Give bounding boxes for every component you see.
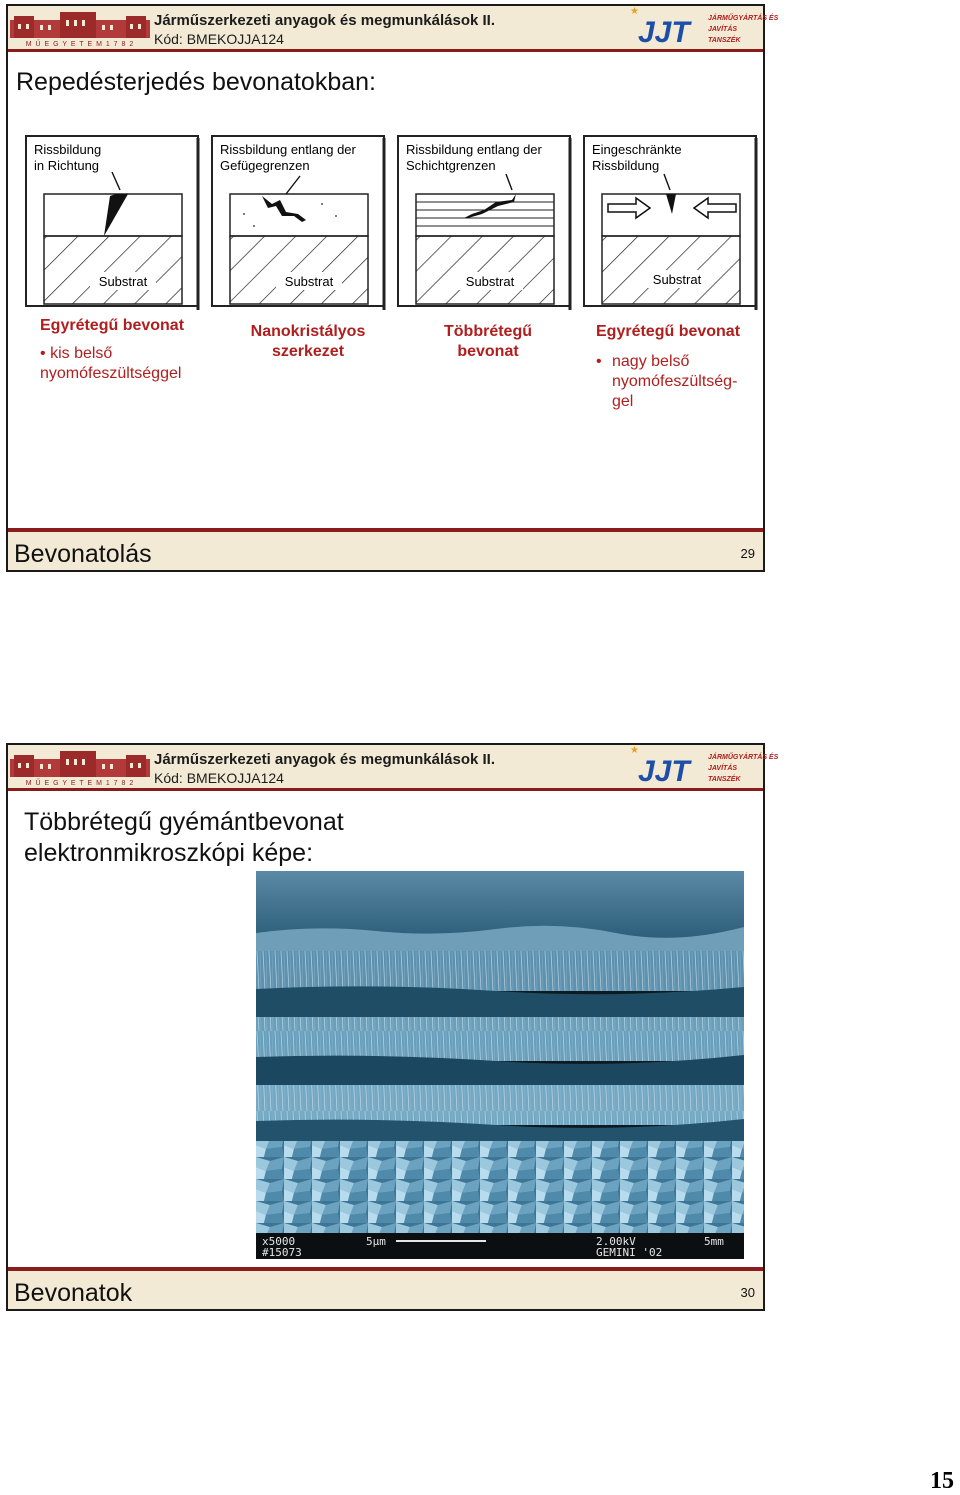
footer-label: Bevonatolás (14, 540, 152, 568)
svg-text:TANSZÉK: TANSZÉK (708, 37, 741, 44)
sem-id: #15073 (262, 1246, 302, 1259)
svg-text:Eingeschränkte: Eingeschränkte (592, 142, 682, 157)
logo-right-text: JJT (638, 16, 690, 49)
university-logo (10, 749, 150, 787)
course-title: Járműszerkezeti anyagok és megmunkálások II. (154, 751, 495, 768)
sem-instrument: GEMINI '02 (596, 1246, 663, 1259)
course-title: Járműszerkezeti anyagok és megmunkálások II. (154, 12, 495, 29)
svg-text:★: ★ (630, 6, 639, 17)
slide-title: Többrétegű gyémántbevonat elektronmikroszkópi képe: (24, 808, 344, 867)
slide-header (8, 745, 779, 791)
university-logo (10, 10, 150, 48)
svg-text:JAVÍTÁS: JAVÍTÁS (708, 765, 738, 772)
svg-text:Substrat: Substrat (98, 274, 148, 289)
panel-1 (26, 136, 198, 310)
sem-scale: 5μm (366, 1235, 386, 1248)
caption-1: Egyrétegű bevonat • kis belső nyomófeszültséggel (40, 317, 185, 382)
department-logo (622, 6, 779, 50)
svg-text:JAVÍTÁS: JAVÍTÁS (708, 26, 738, 33)
svg-text:Substrat: Substrat (284, 274, 334, 289)
panel-4 (584, 136, 756, 310)
slide-30 (6, 743, 779, 1311)
crack-diagram (24, 134, 759, 319)
slide-header (8, 6, 779, 52)
svg-text:Rissbildung entlang der: Rissbildung entlang der (406, 142, 542, 157)
panel-3 (398, 136, 570, 310)
caption-3: Többrétegű bevonat (444, 323, 532, 360)
document-page-number: 15 (930, 1468, 954, 1494)
slide-number: 29 (740, 546, 755, 561)
footer-label: Bevonatok (14, 1279, 133, 1307)
slide-number: 30 (740, 1285, 755, 1300)
svg-text:JÁRMŰGYÁRTÁS ÉS: JÁRMŰGYÁRTÁS ÉS (708, 15, 779, 22)
course-code: Kód: BMEKOJJA124 (154, 31, 284, 47)
svg-text:Rissbildung: Rissbildung (592, 158, 660, 173)
sem-wd: 5mm (704, 1235, 724, 1248)
svg-text:JÁRMŰGYÁRTÁS ÉS: JÁRMŰGYÁRTÁS ÉS (708, 754, 779, 761)
logo-right-text: JJT (638, 755, 690, 788)
svg-text:Gefügegrenzen: Gefügegrenzen (220, 158, 310, 173)
svg-text:in Richtung: in Richtung (34, 158, 100, 173)
slide-footer (8, 1267, 763, 1309)
svg-text:Rissbildung entlang der: Rissbildung entlang der (220, 142, 356, 157)
slide-footer (8, 528, 763, 570)
slide-title: Repedésterjedés bevonatokban: (16, 68, 376, 96)
caption-4: Egyrétegű bevonat • nagy belső nyomófeszültség- gel (596, 323, 741, 410)
panel-2 (212, 136, 384, 310)
svg-text:★: ★ (630, 745, 639, 756)
svg-text:Schichtgrenzen: Schichtgrenzen (406, 158, 496, 173)
department-logo (622, 745, 779, 789)
svg-text:Substrat: Substrat (465, 274, 515, 289)
logo-left-text: M Ű E G Y E T E M 1 7 8 2 (25, 780, 135, 787)
slide-29 (6, 4, 779, 572)
logo-left-text: M Ű E G Y E T E M 1 7 8 2 (25, 41, 135, 48)
sem-micrograph (256, 871, 744, 1259)
svg-text:Substrat: Substrat (652, 272, 702, 287)
sem-kv: 2.00kV (596, 1235, 636, 1248)
sem-mag: x5000 (262, 1235, 296, 1248)
svg-text:Rissbildung: Rissbildung (34, 142, 102, 157)
caption-2: Nanokristályos szerkezet (250, 323, 366, 360)
course-code: Kód: BMEKOJJA124 (154, 770, 284, 786)
svg-text:TANSZÉK: TANSZÉK (708, 776, 741, 783)
